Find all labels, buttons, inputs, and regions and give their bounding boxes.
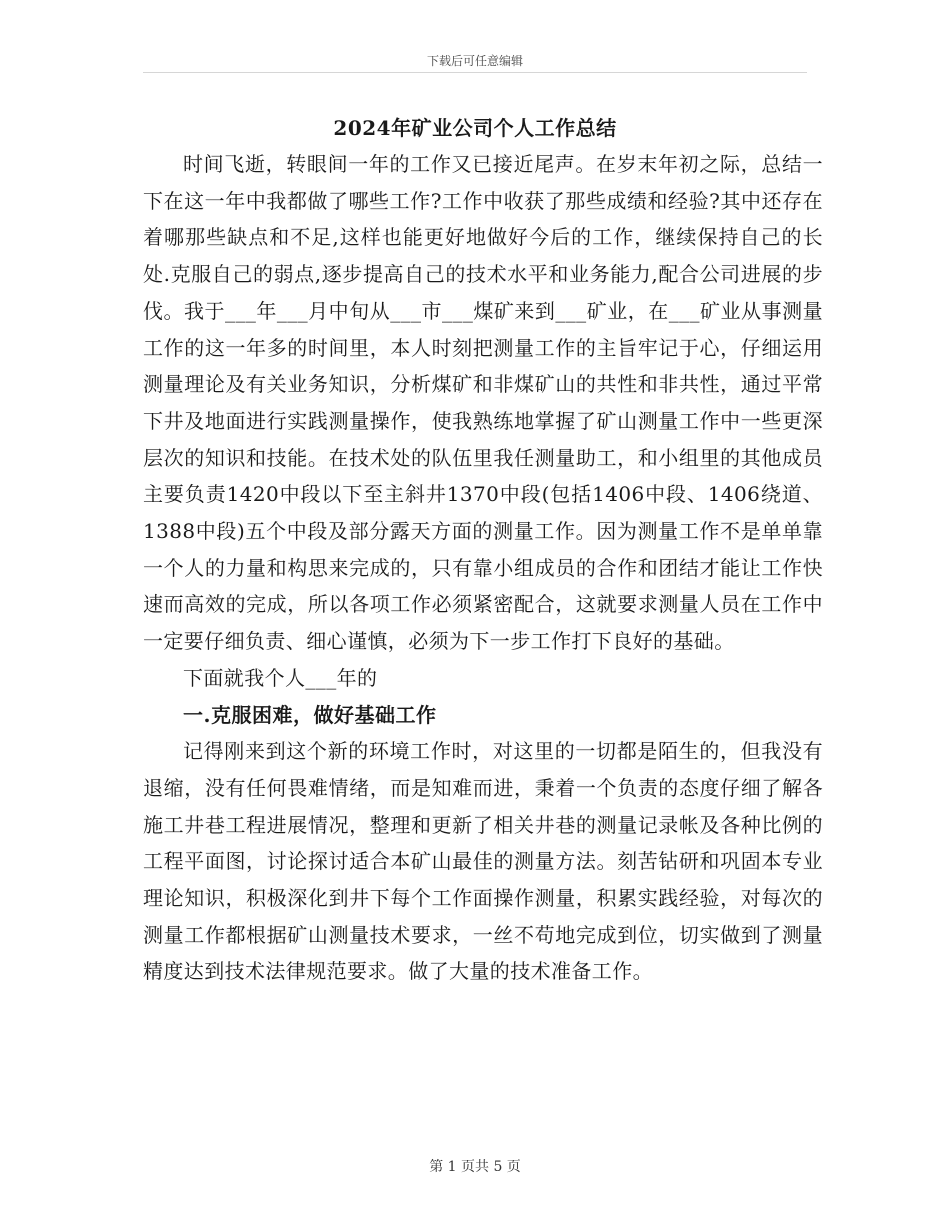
page-header: 下载后可任意编辑 [426, 54, 523, 68]
intro-paragraph: 时间飞逝，转眼间一年的工作又已接近尾声。在岁末年初之际，总结一下在这一年中我都做了哪些工作?工作中收获了那些成绩和经验?其中还存在着哪那些缺点和不足,这样也能更好地做好今后的工作，继续保持自己的长处.克服自己的弱点,逐步提高自己的技术水平和业务能力,配合公司进展的步伐。我于___年___月中旬从___市___煤矿来到___矿业，在___矿业从事测量工作的这一年多的时间里，本人时刻把测量工作的主旨牢记于心，仔细运用测量理论及有关业务知识，分析煤矿和非煤矿山的共性和非共性，通过平常下井及地面进行实践测量操作，使我熟练地掌握了矿山测量工作中一些更深层次的知识和技能。在技术处的队伍里我任测量助工，和小组里的其他成员主要负责1420中段以下至主斜井1370中段(包括1406中段、1406绕道、1388中段)五个中段及部分露天方面的测量工作。因为测量工作不是单单靠一个人的力量和构思来完成的，只有靠小组成员的合作和团结才能让工作快速而高效的完成，所以各项工作必须紧密配合，这就要求测量人员在工作中一定要仔细负责、细心谨慎，必须为下一步工作打下良好的基础。 [143, 152, 823, 654]
lead-in-paragraph: 下面就我个人___年的 [183, 665, 378, 690]
page-number: 第 1 页共 5 页 [429, 1159, 521, 1175]
section-paragraph: 记得刚来到这个新的环境工作时，对这里的一切都是陌生的，但我没有退缩，没有任何畏难情绪，而是知难而进，秉着一个负责的态度仔细了解各施工井巷工程进展情况，整理和更新了相关井巷的测量记录帐及各种比例的工程平面图，讨论探讨适合本矿山最佳的测量方法。刻苦钻研和巩固本专业理论知识，积极深化到井下每个工作面操作测量，积累实践经验，对每次的测量工作都根据矿山测量技术要求，一丝不苟地完成到位，切实做到了测量精度达到技术法律规范要求。做了大量的技术准备工作。 [143, 739, 823, 984]
document-title: 2024年矿业公司个人工作总结 [333, 116, 617, 140]
section-heading: 一.克服困难，做好基础工作 [183, 702, 437, 727]
header-divider [143, 72, 807, 73]
document-body [143, 146, 823, 990]
